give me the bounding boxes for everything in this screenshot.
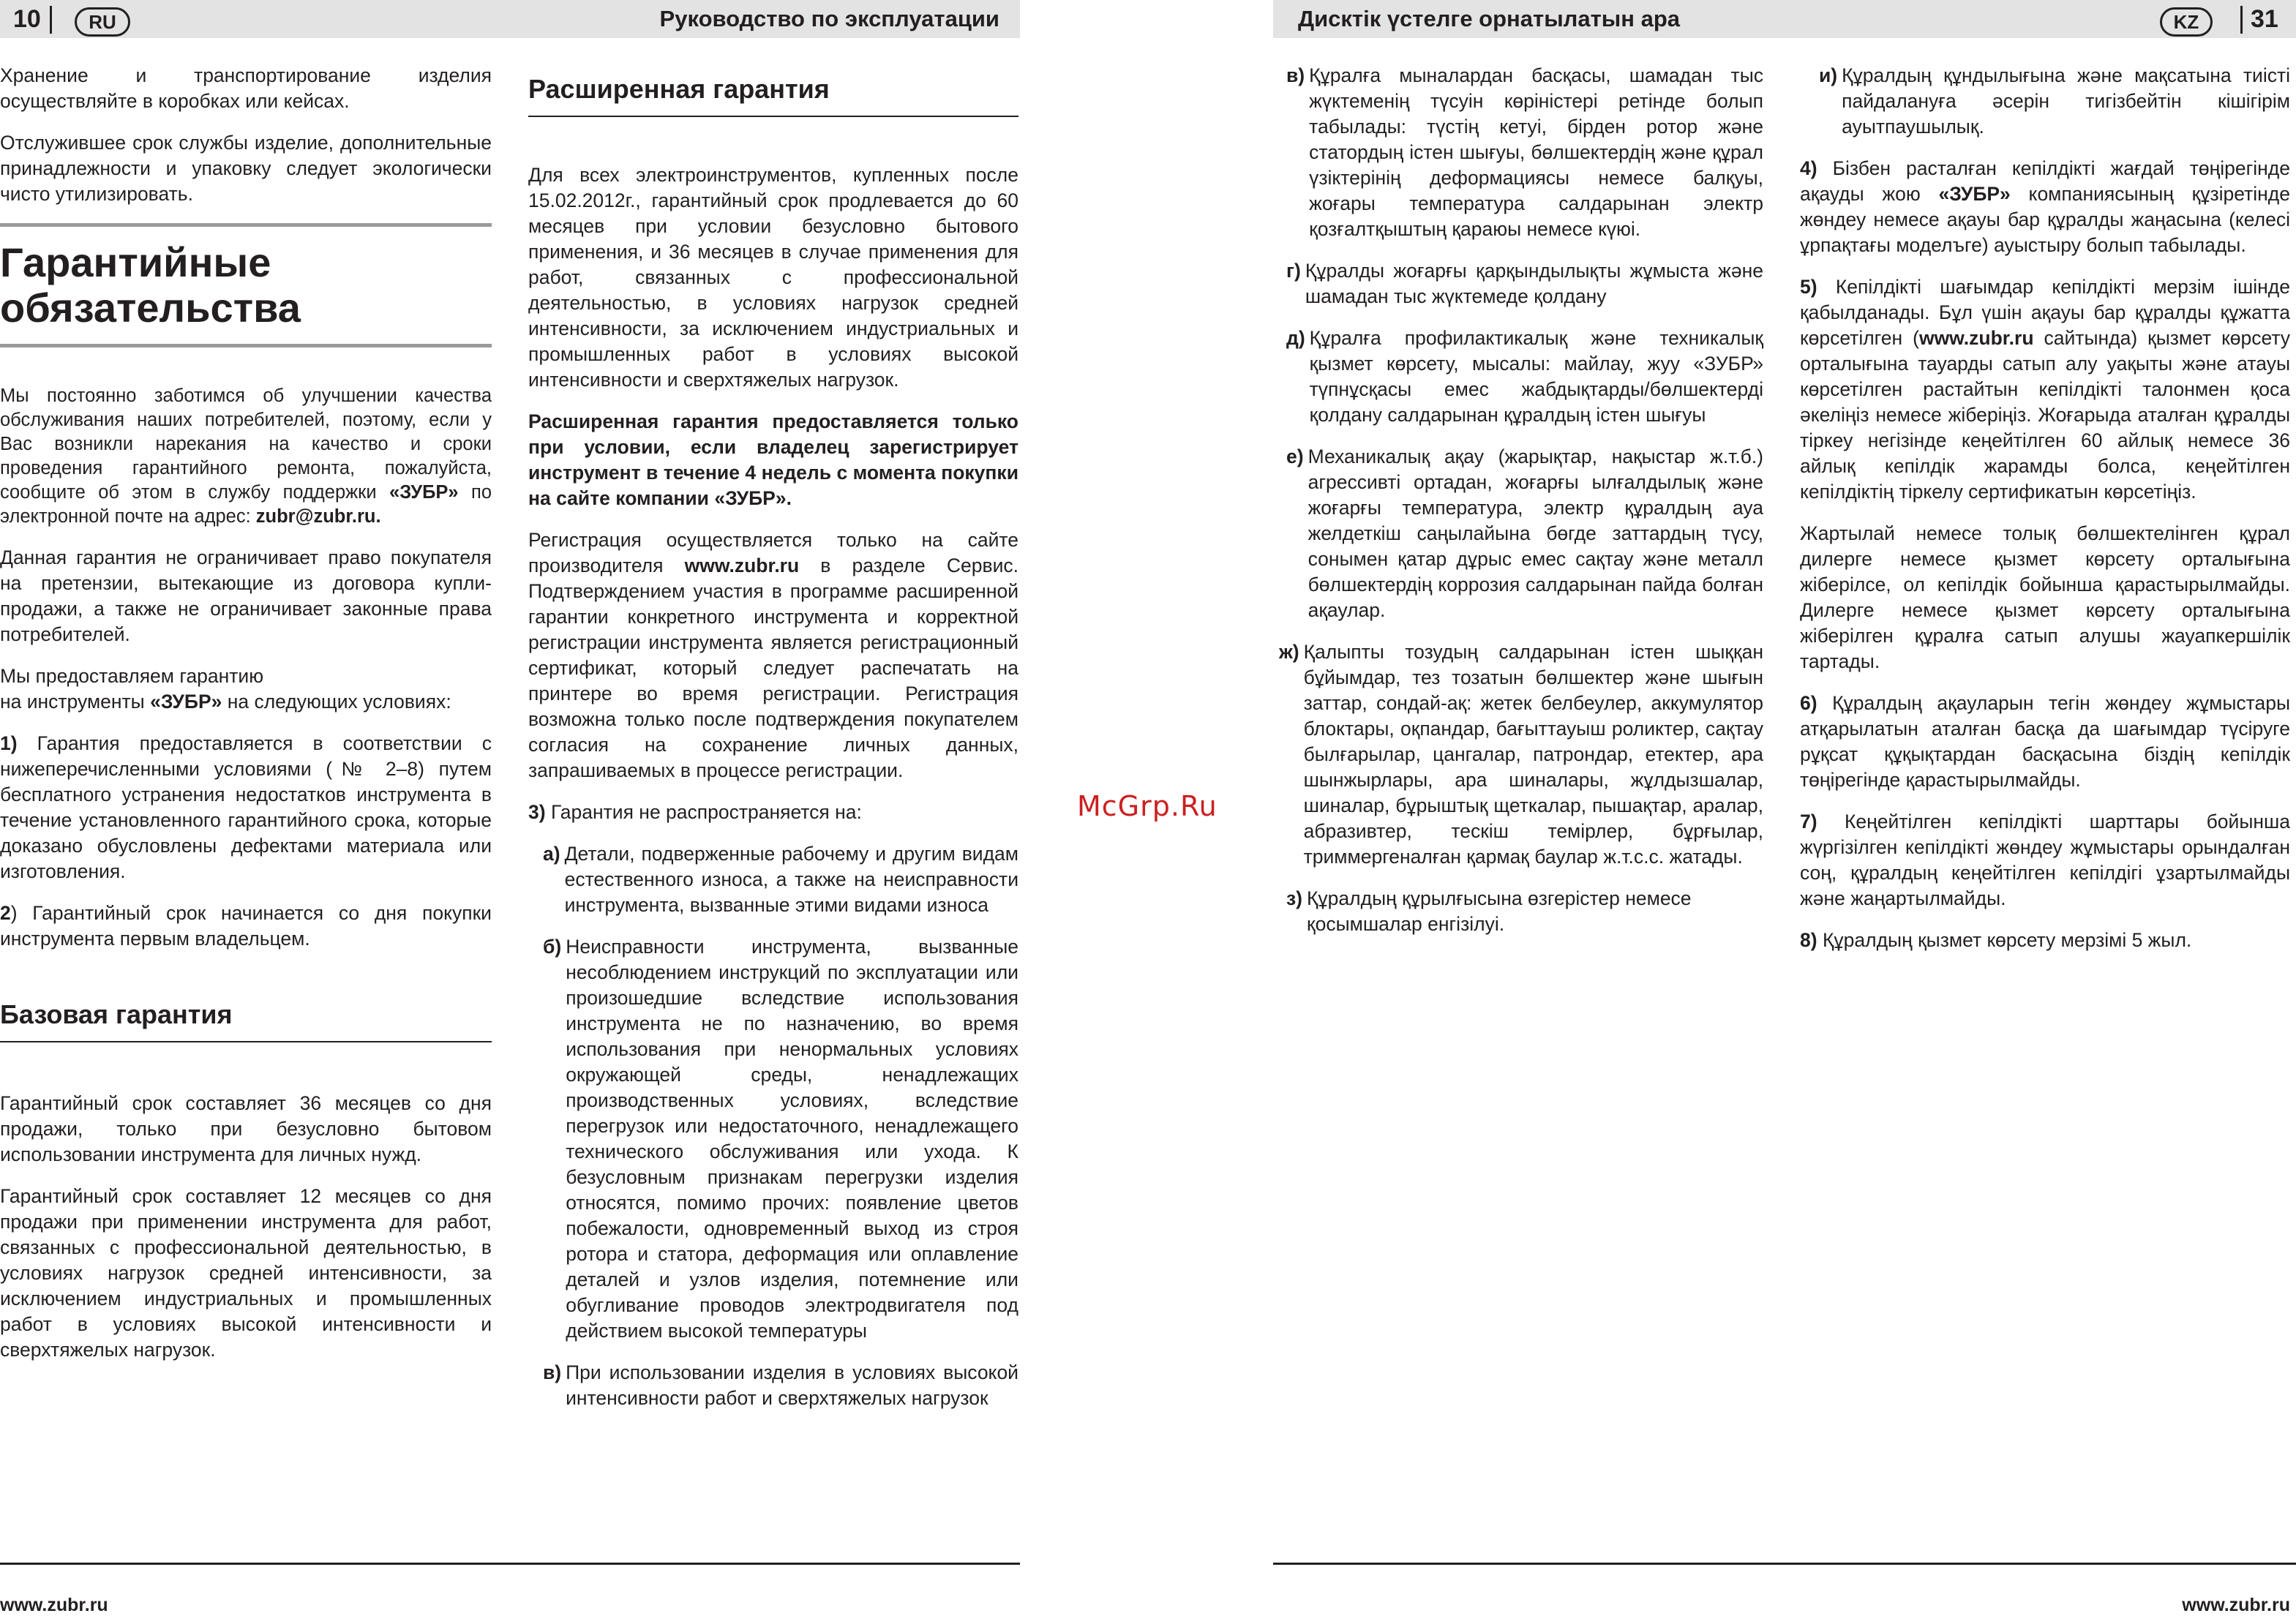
section-rule-bottom xyxy=(0,344,492,347)
base-warranty-rule xyxy=(0,1041,492,1042)
extended-warranty-terms: Для всех электроинструментов, купленных после 15.02.2012г., гарантийный срок продлевается до 60 месяцев при условии безусловно бытового применения, и 36 месяцев в случае применения для работ, связанных с профессиональной деятельностью, в условиях нагрузок средней интенсивности, за исключением индустриальных и промышленных работ в условиях высокой интенсивности и сверхтяжелых нагрузок. xyxy=(528,164,1018,391)
left-column-2 xyxy=(528,73,1018,1427)
list-item: и) Құралдың құндылығына және мақсатына тиісті пайдалануға әсерін тигізбейтін кішігірім ауытпаушылық. xyxy=(1819,64,2290,138)
list-item: в) Құралға мыналардан басқасы, шамадан тыс жүктеменің түсуін көріністері ретінде болып табылады: түстің кетуі, бірден ротор және статордың істен шығуы, бөлшектердің және құрал үзіктерінің деформациясы немесе балқуы, жоғары температура салдарынан электр қозғалтқыштың қараюы немесе күюі. xyxy=(1286,64,1763,240)
left-header-title: Руководство по эксплуатации xyxy=(659,6,999,31)
right-column-2 xyxy=(1800,63,2290,969)
base-warranty-title: Базовая гарантия xyxy=(0,999,233,1029)
right-footer-rule xyxy=(1273,1563,2296,1565)
right-page-number: 31 xyxy=(2251,5,2278,33)
condition-6: 6) Құралдың ақауларын тегін жөндеу жұмыстары атқарылатын аталған басқа да шағымдар түсіруге рұқсат құқықтардан басқасына біздің кепілдік төңірегінде қарастырылмайды. xyxy=(1800,692,2290,791)
extended-warranty-rule xyxy=(528,116,1018,117)
rights-paragraph: Данная гарантия не ограничивает право покупателя на претензии, вытекающие из договора купли-продажи, а также не ограничивает законные права потребителей. xyxy=(0,546,492,645)
right-header-title: Дисктік үстелге орнатылатын ара xyxy=(1298,6,1681,31)
left-lang-badge: RU xyxy=(75,7,130,37)
list-item: е) Механикалық ақау (жарықтар, нақыстар ж.т.б.) агрессивті ортадан, жоғарғы ылғалдылық және жоғарғы температура, электр құралдың ауа желдеткіш саңылайына бөгде заттардың түсу, сонымен қатар дұрыс емес сақтау және металл бөлшектердің коррозия салдарынан пайда болған ақаулар. xyxy=(1286,446,1763,621)
list-item: а) Детали, подверженные рабочему и другим видам естественного износа, а также на неисправности инструмента, вызванные этими видами износа xyxy=(543,843,1018,916)
extended-warranty-registration-note: Расширенная гарантия предоставляется только при условии, если владелец зарегистрирует инструмент в течение 4 недель с момента покупки на сайте компании «ЗУБР». xyxy=(528,410,1018,509)
disposal-paragraph: Отслужившее срок службы изделие, дополнительные принадлежности и упаковку следует экологически чисто утилизировать. xyxy=(0,132,492,205)
left-column-1 xyxy=(0,63,492,1379)
site-link: www.zubr.ru xyxy=(684,555,800,576)
section-rule-top xyxy=(0,223,492,227)
condition-5: 5) Кепілдікті шағымдар кепілдікті мерзім ішінде қабылданады. Бұл үшін ақауы бар құралды құжатта көрсетілген (www.zubr.ru сайтында) қызмет көрсету орталығына тауарды сатып алу уақыты және атауы көрсетілген растайтын кепілдікті талонмен қоса әкеліңіз немесе жіберіңіз. Жоғарыда аталған құралды тіркеу негізінде кеңейтілген 60 айлық немесе 36 айлық кепілдік жарамды болса, кеңейтілген кепілдіктің тіркелу сертификатын көрсетіңіз. xyxy=(1800,276,2291,503)
extended-warranty-title: Расширенная гарантия xyxy=(528,74,830,104)
left-footer-url[interactable]: www.zubr.ru xyxy=(0,1595,108,1615)
conditions-intro: Мы предоставляем гарантию на инструменты «ЗУБР» на следующих условиях: xyxy=(0,665,451,713)
condition-1: 1) Гарантия предоставляется в соответствии с нижеперечисленными условиями (№ 2–8) путем бесплатного устранения недостатков инструмента в течение установленного гарантийного срока, которые доказано обусловлены дефектами материала или изготовления. xyxy=(0,732,492,882)
left-footer-rule xyxy=(0,1563,1020,1565)
condition-2: 2) Гарантийный срок начинается со дня покупки инструмента первым владельцем. xyxy=(0,902,492,950)
warranty-title: Гарантийные обязательства xyxy=(0,239,301,331)
base-warranty-professional: Гарантийный срок составляет 12 месяцев со дня продажи при применении инструмента для работ, связанных с профессиональной деятельностью, в условиях нагрузок средней интенсивности, за исключением индустриальных и промышленных работ в условиях высокой интенсивности и сверхтяжелых нагрузок. xyxy=(0,1185,492,1361)
watermark: McGrp.Ru xyxy=(1077,790,1218,822)
right-lang-badge: KZ xyxy=(2160,7,2213,37)
exclusions-list xyxy=(528,841,1018,1411)
condition-8: 8) Құралдың қызмет көрсету мерзімі 5 жыл. xyxy=(1800,929,2192,951)
exclusions-intro: 3) Гарантия не распространяется на: xyxy=(528,801,862,823)
list-item: г) Құралды жоғарғы қарқындылықты жұмыста және шамадан тыс жүктемеде қолдану xyxy=(1286,260,1763,307)
base-warranty-household: Гарантийный срок составляет 36 месяцев со дня продажи, только при безусловно бытовом использовании инструмента для личных нужд. xyxy=(0,1092,492,1165)
right-header-divider xyxy=(2240,6,2243,34)
left-header-divider xyxy=(50,6,52,34)
condition-7: 7) Кеңейтілген кепілдікті шарттары бойынша жүргізілген кепілдікті жөндеу жұмыстары орындалған соң, құралдың кеңейтілген кепілдігі ұзартылмайды және жаңартылмайды. xyxy=(1800,811,2290,909)
support-paragraph: Мы постоянно заботимся об улучшении качества обслуживания наших потребителей, поэтому, если у Вас возникли нарекания на качество и сроки проведения гарантийного ремонта, пожалуйста, сообщите об этом в службу поддержки «ЗУБР» по электронной почте на адрес: zubr@zubr.ru. xyxy=(0,386,492,527)
storage-paragraph: Хранение и транспортирование изделия осуществляйте в коробках или кейсах. xyxy=(0,64,492,112)
list-item: ж) Қалыпты тозудың салдарынан істен шыққан бұйымдар, тез тозатын бөлшектер және шығын заттар, сондай-ақ: жетек белбеулер, аккумулятор блоктары, оқпандар, бағыттауыш роликтер, сақтау былғарылар, цангалар, патрондар, етектер, ара шынжырлары, ара шиналары, жұлдызшалар, шиналар, бұрыштық щеткалар, пышақтар, аралар, абразивтер, тескіш темірлер, бұрғылар, триммергеналған қармақ баулар ж.т.с.с. жатады. xyxy=(1279,641,1763,868)
registration-paragraph: Регистрация осуществляется только на сайте производителя www.zubr.ru в разделе Сервис. Подтверждением участия в программе расширенной гарантии конкретного инструмента и корректной регистрации инструмента является регистрационный сертификат, который следует распечатать на принтере во время регистрации. Регистрация возможна только после подтверждения покупателем согласия на сохранение личных данных, запрашиваемых в процессе регистрации. xyxy=(528,529,1019,781)
list-item: з) Құралдың құрылғысына өзгерістер немесе қосымшалар енгізілуі. xyxy=(1286,887,1692,935)
list-item: в) При использовании изделия в условиях высокой интенсивности работ и сверхтяжелых нагрузок xyxy=(543,1361,1018,1409)
right-footer-url[interactable]: www.zubr.ru xyxy=(2182,1595,2290,1615)
left-page-number: 10 xyxy=(13,5,41,33)
right-column-1 xyxy=(1279,63,1763,953)
support-email: zubr@zubr.ru. xyxy=(255,506,381,527)
site-link: www.zubr.ru xyxy=(1918,327,2034,349)
condition-4: 4) Бізбен расталған кепілдікті жағдай төңірегінде ақауды жою «ЗУБР» компаниясының құзіретінде жөндеу немесе ақауы бар құралды жаңасына (келесі ұрпақтағы моделъге) ауыстыру болып табылады. xyxy=(1800,157,2290,256)
list-item: д) Құралға профилактикалық және техникалық қызмет көрсету, мысалы: майлау, жуу «ЗУБР» түпнұсқасы емес жабдықтарды/бөлшектерді қолдану салдарынан құралдың істен шығуы xyxy=(1286,327,1763,426)
list-item: б) Неисправности инструмента, вызванные несоблюдением инструкций по эксплуатации или произошедшие вследствие использования инструмента не по назначению, во время использования при ненормальных условиях окружающей среды, ненадлежащих производственных условиях, вследствие перегрузок или недостаточного, ненадлежащего технического обслуживания или ухода. К безусловным признакам перегрузки изделия относятся, помимо прочих: появление цветов побежалости, одновременный выход из строя ротора и статора, деформация или оплавление деталей и узлов изделия, потемнение или обугливание проводов электродвигателя под действием высокой температуры xyxy=(543,936,1018,1342)
disassembled-tool-paragraph: Жартылай немесе толық бөлшектелінген құрал дилерге немесе қызмет көрсету орталығына жіберілсе, ол кепілдік бойынша қарастырылмайды. Дилерге немесе қызмет көрсету орталығына жіберілген құралға сатып алушы жауапкершілік тартады. xyxy=(1800,522,2290,672)
